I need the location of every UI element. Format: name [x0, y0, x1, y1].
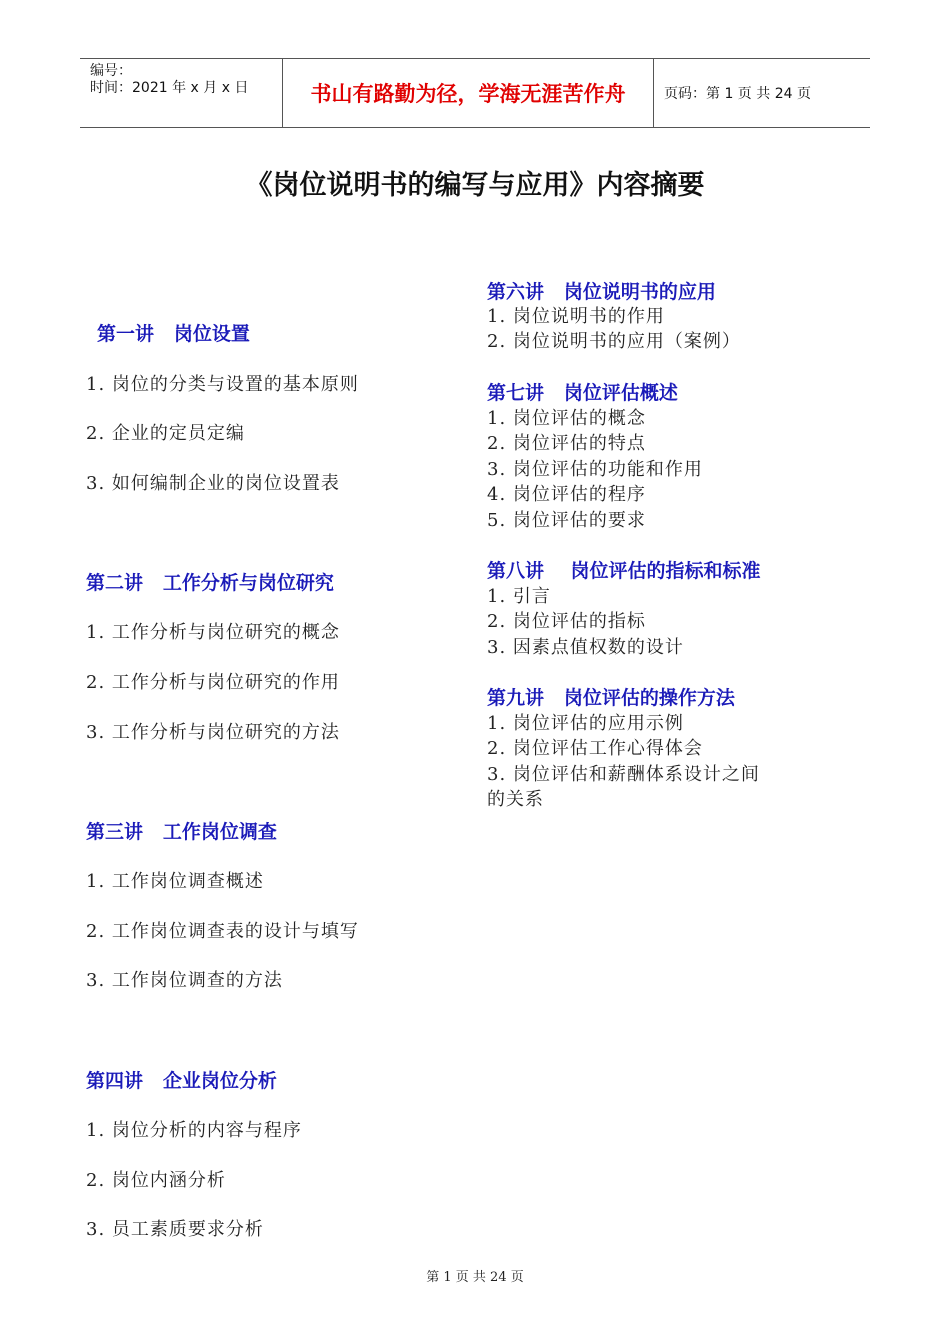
lecture-1-item: 3. 如何编制企业的岗位设置表 — [86, 473, 340, 494]
header-meta — [80, 59, 282, 127]
page-header — [80, 58, 870, 128]
lecture-4-heading: 第四讲 企业岗位分析 — [86, 1070, 277, 1092]
lecture-1-item: 1. 岗位的分类与设置的基本原则 — [86, 374, 359, 395]
lecture-2-heading: 第二讲 工作分析与岗位研究 — [86, 572, 334, 594]
lecture-4-item: 1. 岗位分析的内容与程序 — [86, 1120, 302, 1141]
lecture-2-item: 1. 工作分析与岗位研究的概念 — [86, 622, 340, 643]
lecture-1-item: 2. 企业的定员定编 — [86, 423, 245, 444]
lecture-9-item: 3. 岗位评估和薪酬体系设计之间 — [487, 764, 760, 785]
lecture-7-item: 5. 岗位评估的要求 — [487, 510, 646, 531]
lecture-2-item: 3. 工作分析与岗位研究的方法 — [86, 722, 340, 743]
lecture-9-item: 的关系 — [487, 789, 544, 810]
lecture-3-heading: 第三讲 工作岗位调查 — [86, 821, 277, 843]
page-footer: 第 1 页 共 24 页 — [426, 1270, 524, 1285]
header-motto: 书山有路勤为径，学海无涯苦作舟 — [282, 59, 654, 127]
lecture-3-item: 3. 工作岗位调查的方法 — [86, 970, 283, 991]
lecture-8-heading: 第八讲 岗位评估的指标和标准 — [487, 560, 761, 582]
lecture-3-item: 1. 工作岗位调查概述 — [86, 871, 264, 892]
time-label: 时间：2021 年 x 月 x 日 — [90, 80, 249, 96]
lecture-2-item: 2. 工作分析与岗位研究的作用 — [86, 672, 340, 693]
document-title: 《岗位说明书的编写与应用》内容摘要 — [245, 170, 705, 201]
lecture-7-item: 3. 岗位评估的功能和作用 — [487, 459, 703, 480]
lecture-9-item: 1. 岗位评估的应用示例 — [487, 713, 684, 734]
lecture-7-heading: 第七讲 岗位评估概述 — [487, 382, 678, 404]
lecture-4-item: 3. 员工素质要求分析 — [86, 1219, 264, 1240]
lecture-6-heading: 第六讲 岗位说明书的应用 — [487, 281, 716, 303]
lecture-8-item: 1. 引言 — [487, 586, 551, 607]
lecture-9-item: 2. 岗位评估工作心得体会 — [487, 738, 703, 759]
lecture-6-item: 1. 岗位说明书的作用 — [487, 306, 665, 327]
number-label: 编号： — [90, 63, 132, 79]
lecture-9-heading: 第九讲 岗位评估的操作方法 — [487, 687, 735, 709]
lecture-7-item: 2. 岗位评估的特点 — [487, 433, 646, 454]
lecture-8-item: 3. 因素点值权数的设计 — [487, 637, 684, 658]
lecture-8-item: 2. 岗位评估的指标 — [487, 611, 646, 632]
lecture-3-item: 2. 工作岗位调查表的设计与填写 — [86, 921, 359, 942]
lecture-4-item: 2. 岗位内涵分析 — [86, 1170, 226, 1191]
lecture-6-item: 2. 岗位说明书的应用（案例） — [487, 331, 741, 352]
lecture-7-item: 4. 岗位评估的程序 — [487, 484, 646, 505]
header-page-label: 页码：第 1 页 共 24 页 — [664, 86, 811, 102]
lecture-7-item: 1. 岗位评估的概念 — [487, 408, 646, 429]
lecture-1-heading: 第一讲 岗位设置 — [97, 323, 250, 345]
